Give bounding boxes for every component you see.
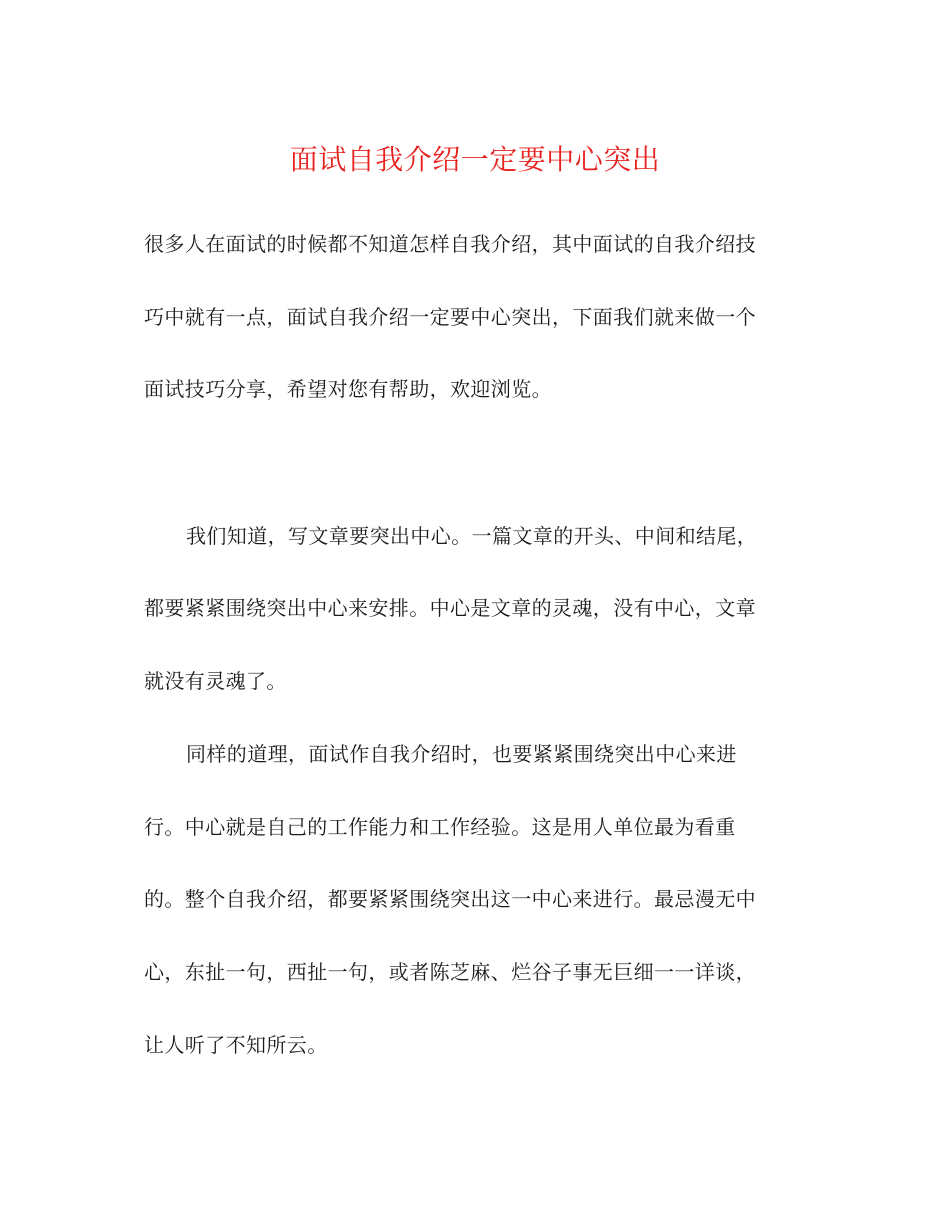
document-title: 面试自我介绍一定要中心突出 <box>289 143 661 176</box>
paragraph-line: 心，东扯一句，西扯一句，或者陈芝麻、烂谷子事无巨细一一详谈， <box>144 960 756 984</box>
paragraph-line: 巧中就有一点，面试自我介绍一定要中心突出，下面我们就来做一个 <box>144 305 756 329</box>
paragraph-line: 让人听了不知所云。 <box>144 1033 328 1057</box>
paragraph-line: 面试技巧分享，希望对您有帮助，欢迎浏览。 <box>144 377 552 401</box>
paragraph-line: 就没有灵魂了。 <box>144 669 287 693</box>
paragraph-line: 行。中心就是自己的工作能力和工作经验。这是用人单位最为看重 <box>144 815 736 839</box>
paragraph-line: 同样的道理，面试作自我介绍时，也要紧紧围绕突出中心来进 <box>186 742 737 766</box>
paragraph-line: 我们知道，写文章要突出中心。一篇文章的开头、中间和结尾， <box>186 524 758 548</box>
paragraph-line: 很多人在面试的时候都不知道怎样自我介绍，其中面试的自我介绍技 <box>144 232 756 256</box>
paragraph-line: 都要紧紧围绕突出中心来安排。中心是文章的灵魂，没有中心，文章 <box>144 596 756 620</box>
paragraph-line: 的。整个自我介绍，都要紧紧围绕突出这一中心来进行。最忌漫无中 <box>144 887 756 911</box>
